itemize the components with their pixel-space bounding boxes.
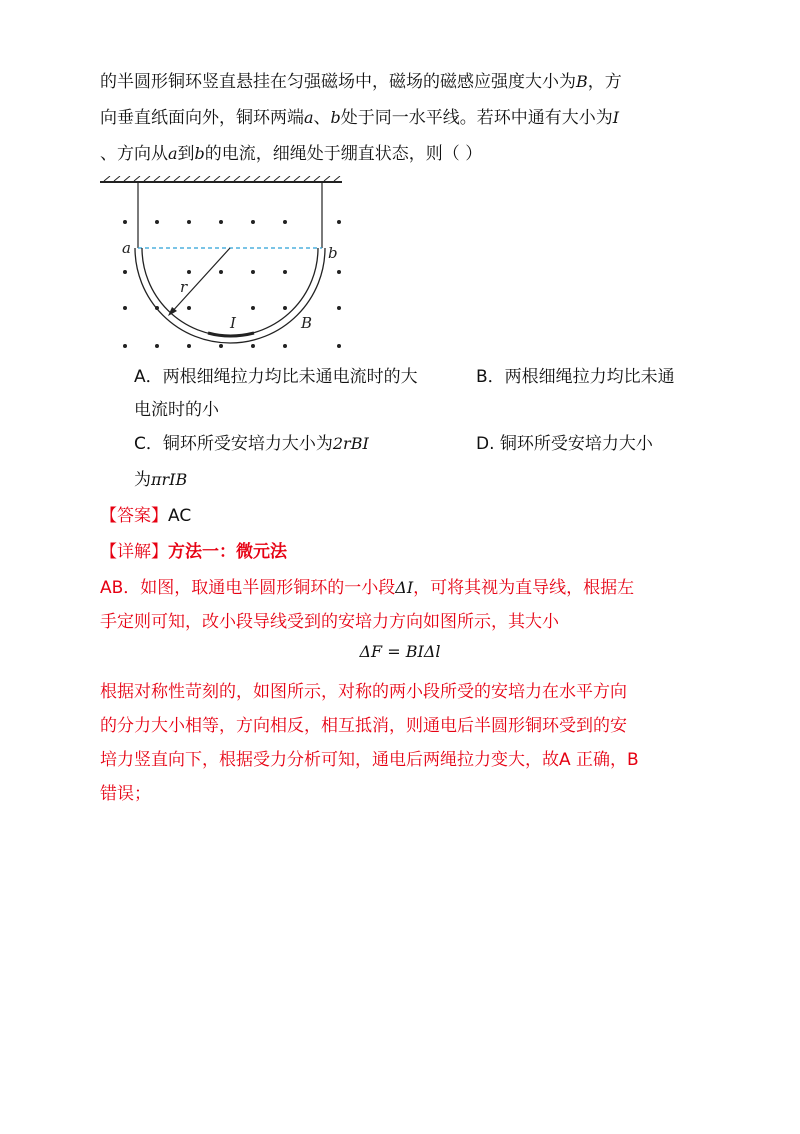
math-B: B [576,72,588,91]
semicircle-ring-figure [98,176,358,356]
option-c-formula: 2rBI [332,434,369,453]
math-b: b [194,144,205,163]
option-b-text: B．两根细绳拉力均比未通 [476,367,675,387]
option-b-continued [134,398,219,422]
question-text: 的半圆形铜环竖直悬挂在匀强磁场中，磁场的磁感应强度大小为 [100,72,576,92]
method-title: 方法一：微元法 [168,542,287,562]
option-d [476,432,653,456]
option-d-text-2: 为 [134,470,151,490]
detail-text: 根据对称性苛刻的，如图所示，对称的两小段所受的安培力在水平方向 [100,682,627,702]
option-d-formula: πrIB [151,470,188,489]
detail-heading [100,540,287,564]
question-text: 、 [313,108,331,128]
option-c [134,432,369,456]
question-text: 到 [177,144,195,164]
detail-text: AB．如图，取通电半圆形铜环的一小段 [100,578,396,598]
detail-label: 【详解】 [100,542,168,562]
detail-line-4 [100,714,627,738]
option-a [134,365,418,389]
question-line-2 [100,106,619,130]
option-d-text: D. 铜环所受安培力大小 [476,434,653,454]
detail-text: 的分力大小相等，方向相反，相互抵消，则通电后半圆形铜环受到的安 [100,716,627,736]
detail-text: 错误； [100,784,151,804]
current-segment [208,333,254,336]
option-a-text: A．两根细绳拉力均比未通电流时的大 [134,367,418,387]
answer-line [100,504,191,528]
option-b-text-2: 电流时的小 [134,400,219,420]
question-text: 处于同一水平线。若环中通有大小为 [340,108,613,128]
option-b [476,365,675,389]
detail-line-2 [100,610,559,634]
question-line-1 [100,70,622,94]
math-I: I [612,108,620,127]
math-delta-l: ΔI [395,578,414,597]
detail-line-3 [100,680,627,704]
option-d-continued [134,468,187,492]
label-B: B [301,314,313,332]
option-c-text: C．铜环所受安培力大小为 [134,434,333,454]
label-I: I [230,314,236,332]
question-text: ，方 [587,72,622,92]
math-b: b [330,108,341,127]
detail-text: 手定则可知，改小段导线受到的安培力方向如图所示，其大小 [100,612,559,632]
detail-text: ，可将其视为直导线，根据左 [413,578,635,598]
math-a: a [168,144,178,163]
ceiling [100,176,342,182]
label-a: a [122,239,131,257]
question-text: 、方向从 [100,144,168,164]
ampere-force-formula: ΔF = BIΔl [359,642,441,661]
label-r: r [180,278,188,296]
question-text: 向垂直纸面向外，铜环两端 [100,108,304,128]
question-line-3 [100,142,482,166]
detail-text: 培力竖直向下，根据受力分析可知，通电后两绳拉力变大，故A 正确，B [100,750,639,770]
label-b: b [328,244,338,262]
math-a: a [304,108,314,127]
detail-line-1 [100,576,634,600]
question-text: 的电流，细绳处于绷直状态，则（ ） [204,144,483,164]
radius-line [170,248,230,314]
detail-line-6 [100,782,151,806]
detail-line-5 [100,748,639,772]
answer-value: AC [168,506,192,526]
answer-label: 【答案】 [100,506,168,526]
